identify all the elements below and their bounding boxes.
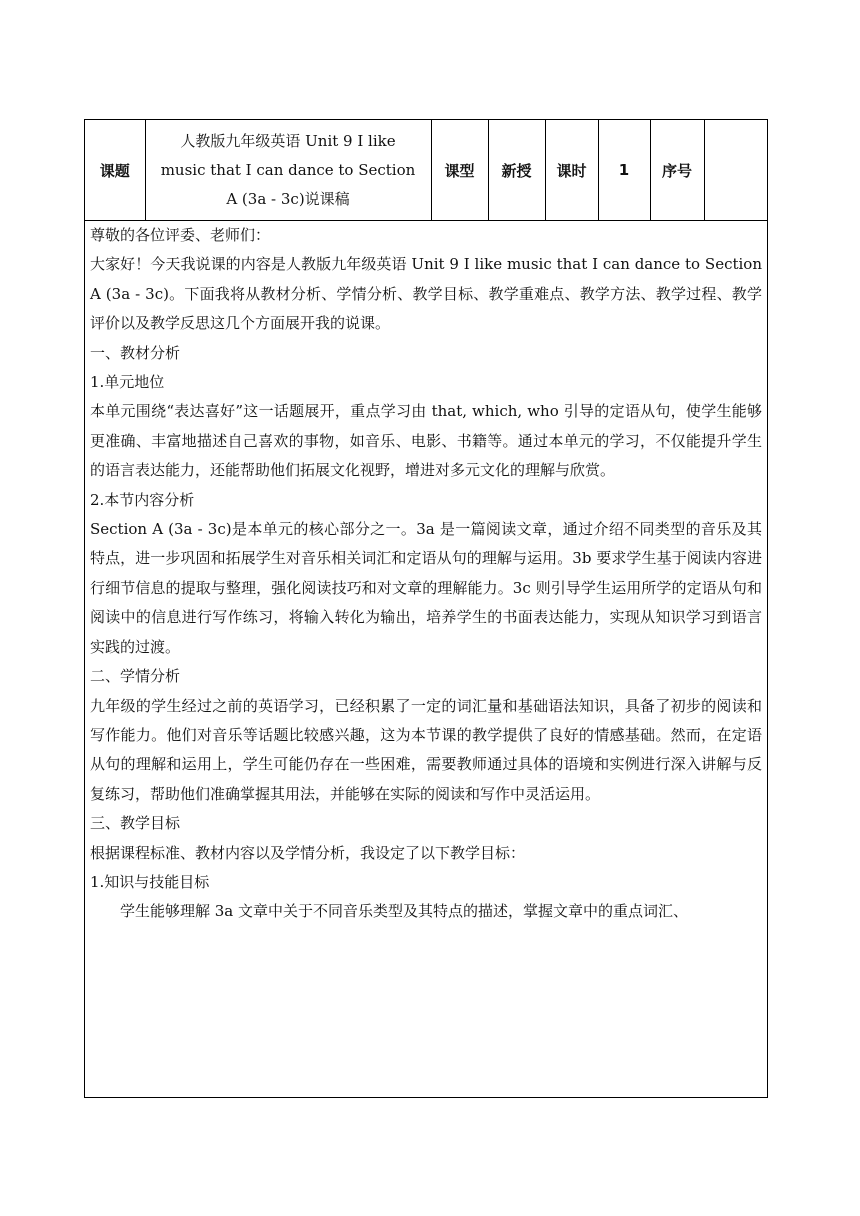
type-label: 课型 xyxy=(431,120,488,221)
serial-value xyxy=(704,120,767,221)
type-value: 新授 xyxy=(488,120,545,221)
lesson-title-line-1: 人教版九年级英语 Unit 9 I like xyxy=(180,131,396,150)
section-3-1-heading: 1.知识与技能目标 xyxy=(90,872,210,891)
section-1-1-heading: 1.单元地位 xyxy=(90,373,165,392)
topic-label: 课题 xyxy=(85,120,145,221)
section-1-heading: 一、教材分析 xyxy=(90,343,181,362)
section-2-heading: 二、学情分析 xyxy=(90,667,181,686)
intro-paragraph: 大家好！今天我说课的内容是人教版九年级英语 Unit 9 I like music that I can dance to Section A (3a - 3c)。下面我将从教材分析、学情分析、教学目标、教学重难点、教学方法、教学过程、教学评价以及教学反思这几个方面展开我的说课。 xyxy=(90,255,762,333)
lesson-header-table xyxy=(85,120,767,221)
document-page xyxy=(84,119,768,1098)
lesson-title-line-3: A (3a - 3c)说课稿 xyxy=(226,189,350,208)
section-2-paragraph: 九年级的学生经过之前的英语学习，已经积累了一定的词汇量和基础语法知识，具备了初步的阅读和写作能力。他们对音乐等话题比较感兴趣，这为本节课的教学提供了良好的情感基础。然而，在定语从句的理解和运用上，学生可能仍存在一些困难，需要教师通过具体的语境和实例进行深入讲解与反复练习，帮助他们准确掌握其用法，并能够在实际的阅读和写作中灵活运用。 xyxy=(90,696,762,803)
document-body xyxy=(85,221,767,927)
period-value: 1 xyxy=(598,120,650,221)
greeting: 尊敬的各位评委、老师们： xyxy=(90,226,271,244)
section-1-1-paragraph: 本单元围绕“表达喜好”这一话题展开，重点学习由 that, which, who 引导的定语从句，使学生能够更准确、丰富地描述自己喜欢的事物，如音乐、电影、书籍等。通过本单元的学习，不仅能提升学生的语言表达能力，还能帮助他们拓展文化视野，增进对多元文化的理解与欣赏。 xyxy=(90,402,762,480)
section-3-heading: 三、教学目标 xyxy=(90,814,181,833)
section-3-1-paragraph: 学生能够理解 3a 文章中关于不同音乐类型及其特点的描述，掌握文章中的重点词汇、 xyxy=(120,902,689,921)
section-3-intro: 根据课程标准、教材内容以及学情分析，我设定了以下教学目标： xyxy=(90,843,526,862)
section-1-2-paragraph: Section A (3a - 3c)是本单元的核心部分之一。3a 是一篇阅读文章，通过介绍不同类型的音乐及其特点，进一步巩固和拓展学生对音乐相关词汇和定语从句的理解与运用。3b 要求学生基于阅读内容进行细节信息的提取与整理，强化阅读技巧和对文章的理解能力。3c 则引导学生运用所学的定语从句和阅读中的信息进行写作练习，将输入转化为输出，培养学生的书面表达能力，实现从知识学习到语言实践的过渡。 xyxy=(90,520,762,656)
lesson-title xyxy=(145,120,431,221)
period-label: 课时 xyxy=(545,120,598,221)
serial-label: 序号 xyxy=(650,120,704,221)
section-1-2-heading: 2.本节内容分析 xyxy=(90,490,195,509)
lesson-title-line-2: music that I can dance to Section xyxy=(160,160,416,179)
